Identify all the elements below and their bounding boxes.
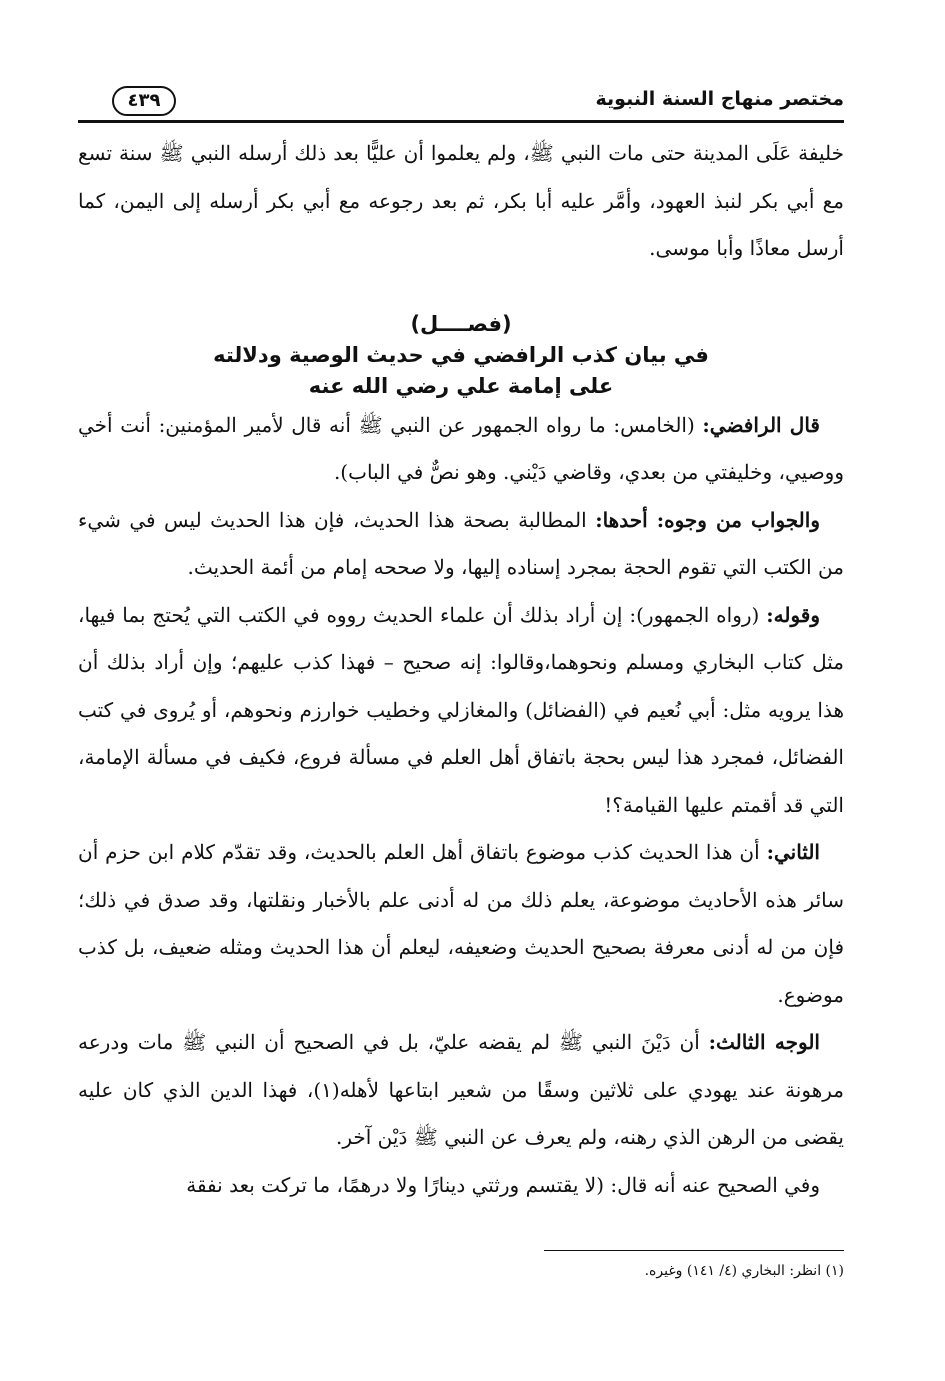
section-heading-fasl: (فصــــل) (410, 311, 512, 336)
paragraph-4 (78, 592, 844, 830)
paragraph-1: خليفة عَلَى المدينة حتى مات النبي ﷺ، ولم يعلموا أن عليًّا بعد ذلك أرسله النبي ﷺ سنة تسع مع أبي بكر لنبذ العهود، وأمَّر عليه أبا بكر، ثم بعد رجوعه مع أبي بكر أرسله إلى اليمن، كما أرسل معاذًا وأبا موسى. (78, 141, 844, 260)
paragraph-3-text: المطالبة بصحة هذا الحديث، فإن هذا الحديث ليس في شيء من الكتب التي تقوم الحجة بمجرد إسناده إليها، ولا صححه إمام من أئمة الحديث. (78, 507, 844, 579)
document-page (78, 80, 844, 1330)
page-body (78, 130, 844, 1209)
book-title: مختصر منهاج السنة النبوية (595, 88, 844, 110)
paragraph-6 (78, 1019, 844, 1162)
paragraph-6-lead: الوجه الثالث: (708, 1030, 820, 1054)
paragraph-4-text: (رواه الجمهور): إن أراد بذلك أن علماء الحديث رووه في الكتب التي يُحتج بما فيها، مثل كتاب البخاري ومسلم ونحوهما،وقالوا: إنه صحيح – فهذا كذب عليهم؛ وإن أراد بذلك أن هذا يرويه مثل: أبي نُعيم في (الفضائل) والمغازلي وخطيب خوارزم ونحوهم، أو يُروى في كتب الفضائل، فمجرد هذا ليس بحجة باتفاق أهل العلم في مسألة فروع، فكيف في مسألة الإمامة، التي قد أقمتم عليها القيامة؟! (78, 602, 844, 817)
paragraph-2-lead: قال الرافضي: (702, 412, 820, 437)
paragraph-2 (78, 402, 844, 497)
paragraph-5-text: أن هذا الحديث كذب موضوع باتفاق أهل العلم بالحديث، وقد تقدّم كلام ابن حزم أن سائر هذه الأحاديث موضوعة، يعلم ذلك من له أدنى علم بالأخبار ونقلتها، وقد صدق في ذلك؛ فإن من له أدنى معرفة بصحيح الحديث وضعيفه، ليعلم أن هذا الحديث ومثله ضعيف، بل كذب موضوع. (78, 840, 845, 1007)
section-heading-subtitle: على إمامة علي رضي الله عنه (308, 373, 614, 398)
header-rule (78, 120, 844, 123)
page-number: ٤٣٩ (112, 86, 176, 116)
paragraph-3 (78, 497, 844, 592)
paragraph-6-text: أن دَيْنَ النبي ﷺ لم يقضه عليّ، بل في الصحيح أن النبي ﷺ مات ودرعه مرهونة عند يهودي على ثلاثين وسقًا من شعير ابتاعها لأهله(١)، فهذا الدين الذي كان عليه يقضى من الرهن الذي رهنه، ولم يعرف عن النبي ﷺ دَيْن آخر. (78, 1030, 844, 1149)
paragraph-5-lead: الثاني: (766, 840, 820, 864)
footnote: (١) انظر: البخاري (٤/ ١٤١) وغيره. (644, 1263, 844, 1279)
paragraph-3-lead: والجواب من وجوه: أحدها: (595, 507, 820, 532)
section-heading-title: في بيان كذب الرافضي في حديث الوصية ودلالته (213, 342, 709, 367)
paragraph-7: وفي الصحيح عنه أنه قال: (لا يقتسم ورثتي دينارًا ولا درهمًا، ما تركت بعد نفقة (186, 1172, 820, 1197)
paragraph-5 (78, 829, 844, 1019)
page-header (78, 80, 844, 122)
footnote-separator (544, 1250, 844, 1251)
paragraph-4-lead: وقوله: (766, 602, 820, 627)
paragraph-2-text: (الخامس: ما رواه الجمهور عن النبي ﷺ أنه قال لأمير المؤمنين: أنت أخي ووصيي، وخليفتي من بعدي، وقاضي دَيْني. وهو نصٌّ في الباب). (78, 412, 844, 484)
